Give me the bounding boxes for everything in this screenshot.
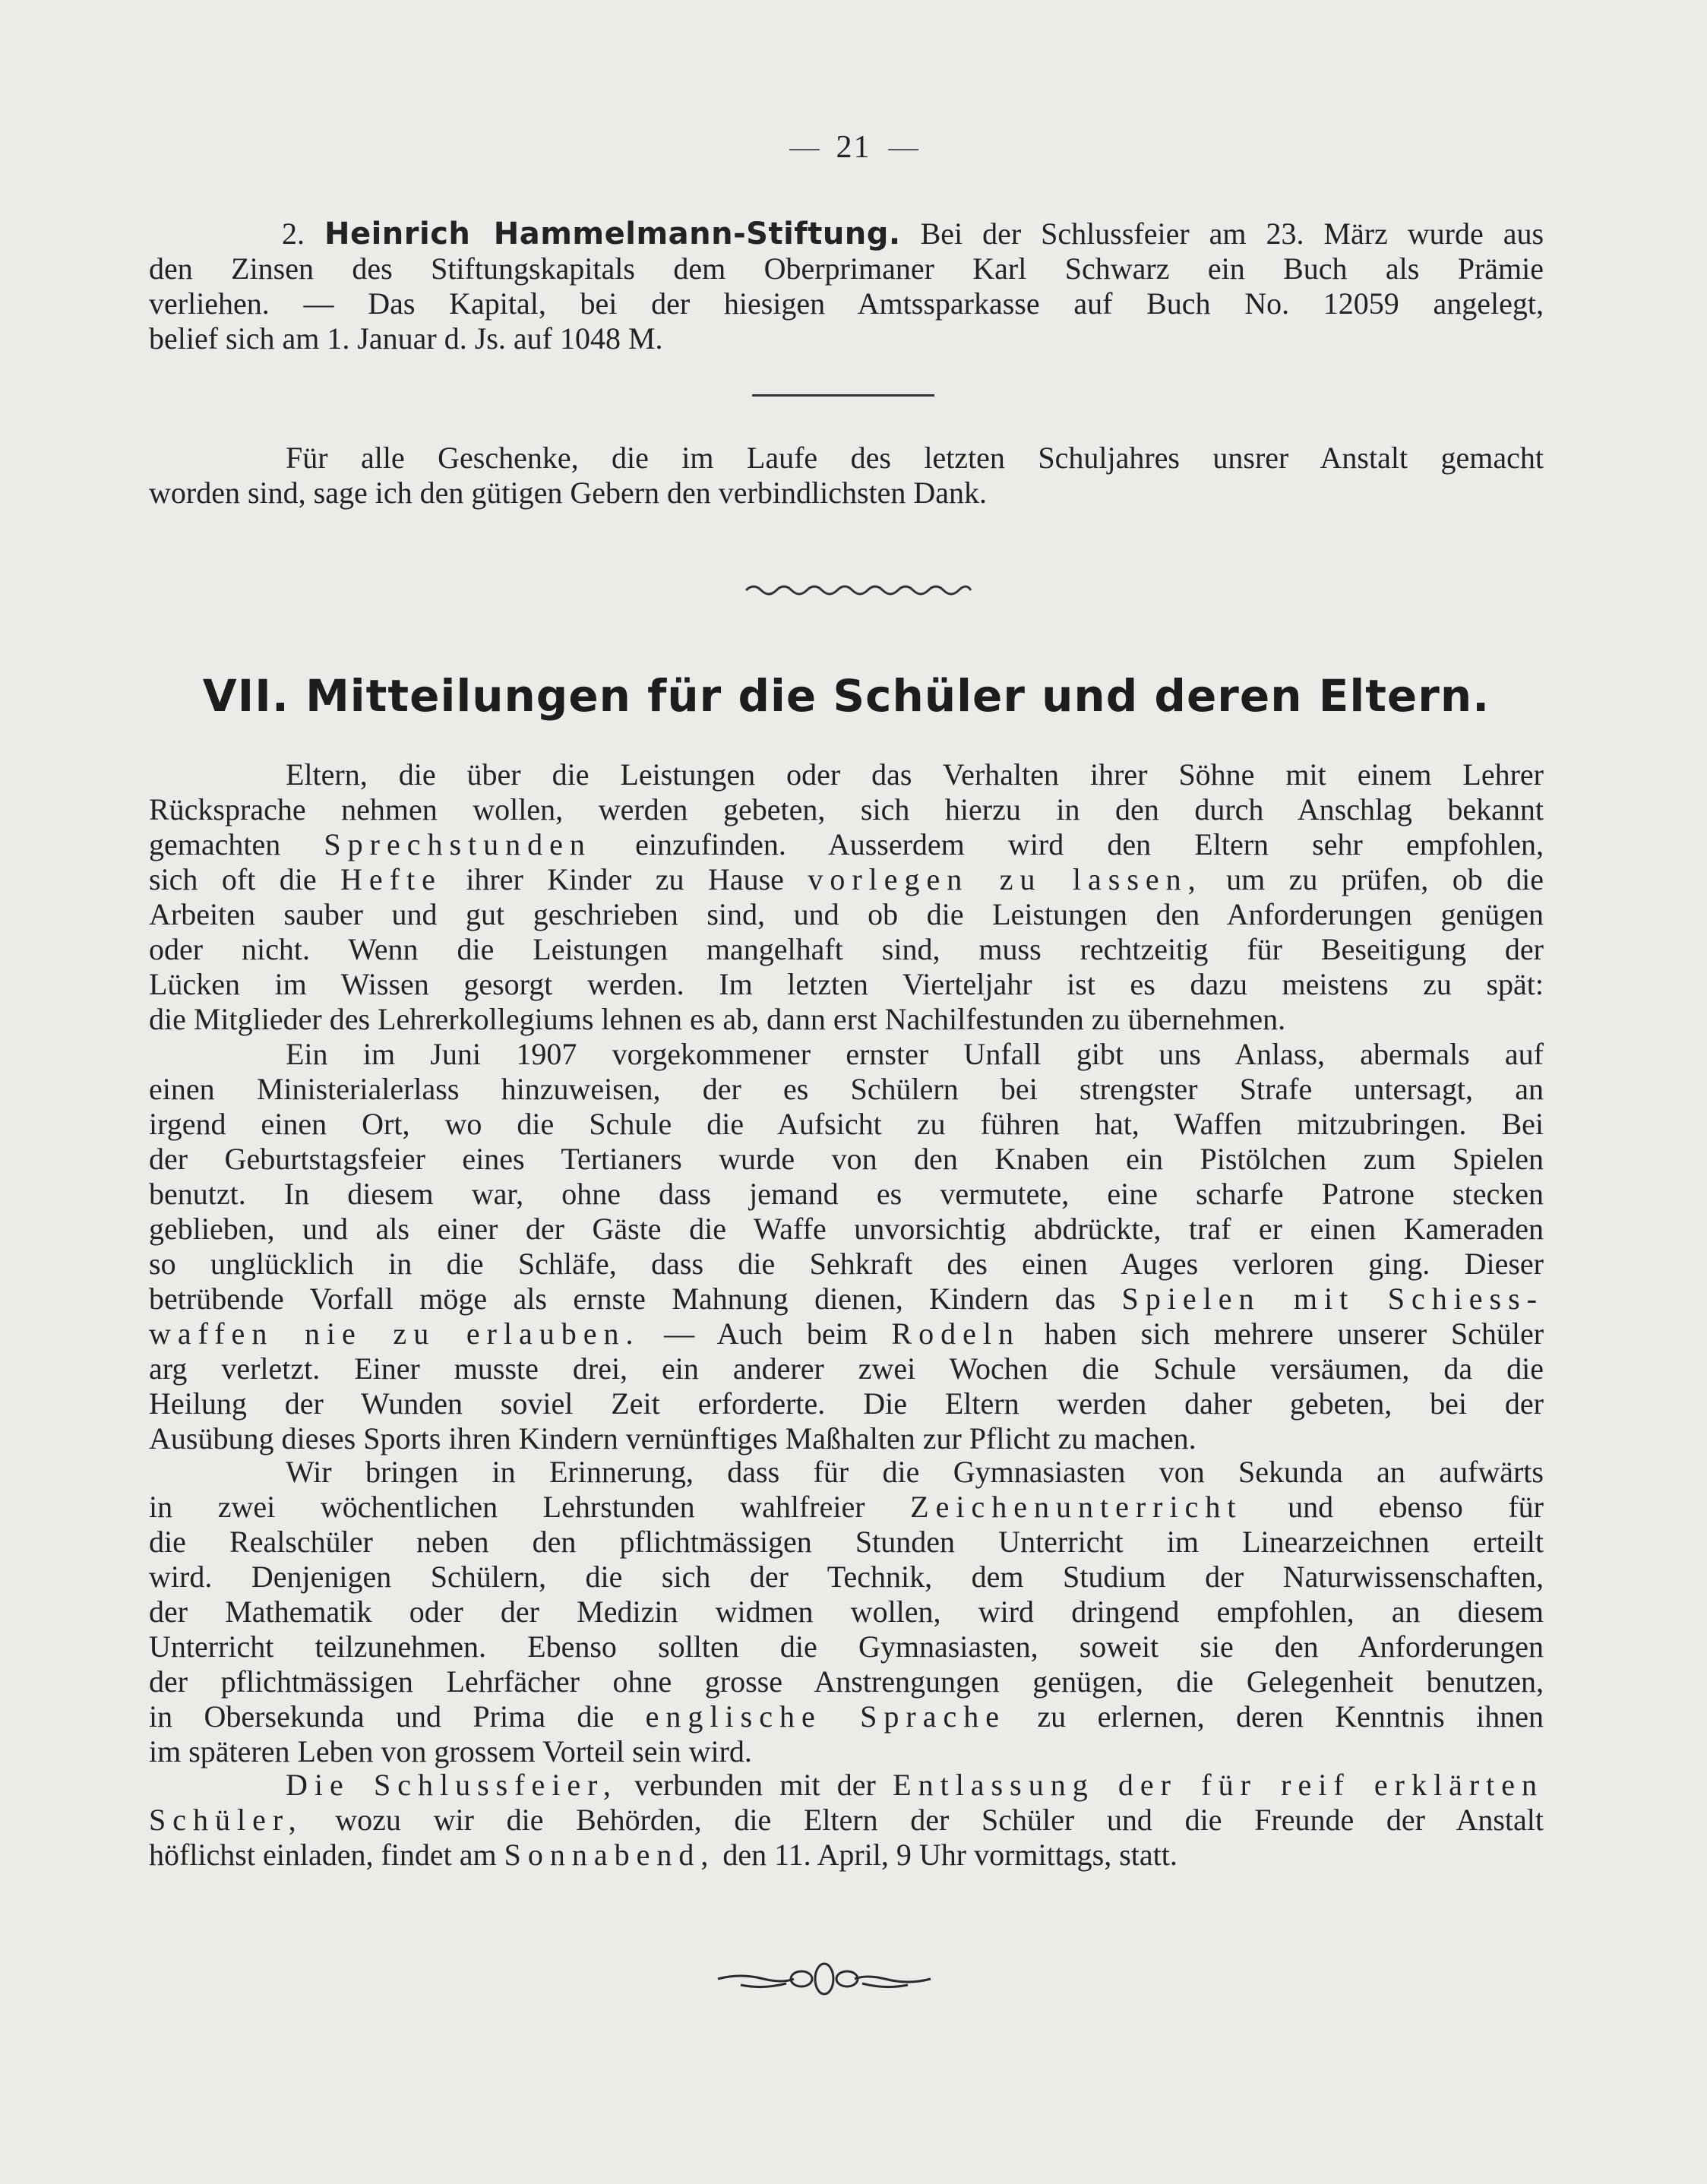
p2-emph-spielen: Spielen mit Schiess-	[1121, 1282, 1544, 1316]
p3-line-7: der pflichtmässigen Lehrfächer ohne grosse Anstrengungen genügen, die Gelegenheit benutzen,	[149, 1664, 1544, 1699]
p3-line-5: der Mathematik oder der Medizin widmen wollen, wird dringend empfohlen, an diesem	[149, 1595, 1544, 1629]
p3-text: in zwei wöchentlichen Lehrstunden wahlfreier	[149, 1490, 865, 1524]
page-number	[0, 129, 1707, 166]
p4-text: höflichst einladen, findet am	[149, 1838, 497, 1872]
p2-text: — Auch beim	[664, 1316, 868, 1351]
p3-text: zu erlernen, deren Kenntnis ihnen	[1037, 1699, 1544, 1734]
p2-line-4: der Geburtstagsfeier eines Tertianers wurde von den Knaben ein Pistölchen zum Spielen	[149, 1142, 1544, 1176]
thanks-line-1: Für alle Geschenke, die im Laufe des letzten Schuljahres unsrer Anstalt gemacht	[286, 441, 1544, 475]
p3-line-3: die Realschüler neben den pflichtmässigen Stunden Unterricht im Linearzeichnen erteilt	[149, 1525, 1544, 1559]
closing-ornament	[710, 1956, 938, 2002]
stiftung-title: Heinrich Hammelmann-Stiftung.	[324, 217, 901, 251]
p2-emph-erlauben: waffen nie zu erlauben.	[149, 1316, 640, 1351]
p3-text: in Obersekunda und Prima die	[149, 1699, 615, 1734]
p2-line-3: irgend einen Ort, wo die Schule die Aufsicht zu führen hat, Waffen mitzubringen. Bei	[149, 1107, 1544, 1141]
p3-text: und ebenso für	[1288, 1490, 1544, 1524]
p2-line-12: Ausübung dieses Sports ihren Kindern vernünftiges Maßhalten zur Pflicht zu machen.	[149, 1421, 1196, 1455]
p1-line-1: Eltern, die über die Leistungen oder das Verhalten ihrer Söhne mit einem Lehrer	[286, 757, 1544, 792]
page-number-text: 21	[836, 130, 871, 165]
section-heading: VII. Mitteilungen für die Schüler und deren Eltern.	[202, 670, 1490, 722]
p2-line-7: so unglücklich in die Schläfe, dass die Sehkraft des einen Auges verloren ging. Dieser	[149, 1247, 1544, 1281]
paragraph-sprechstunden	[149, 757, 1544, 1037]
p2-line-2: einen Ministerialerlass hinzuweisen, der es Schülern bei strengster Strafe untersagt, an	[149, 1072, 1544, 1106]
thanks-paragraph	[149, 441, 1544, 510]
p4-line-3	[149, 1838, 1544, 1873]
stiftung-line-3: verliehen. — Das Kapital, bei der hiesigen Amtssparkasse auf Buch No. 12059 angelegt,	[149, 286, 1544, 321]
stiftung-text-1: Bei der Schlussfeier am 23. März wurde aus	[920, 217, 1544, 251]
p1-emph-sprechstunden: Sprechstunden	[324, 827, 592, 861]
p4-line-1	[149, 1768, 1544, 1803]
p1-emph-hefte: Hefte	[340, 862, 442, 896]
p2-line-6: geblieben, und als einer der Gäste die Waffe unvorsichtig abdrückte, traf er einen Kameraden	[149, 1212, 1544, 1246]
thanks-line-2: worden sind, sage ich den gütigen Gebern den verbindlichsten Dank.	[149, 476, 988, 510]
p4-text: verbunden mit der	[634, 1768, 876, 1802]
p4-emph-schueler: Schüler,	[149, 1803, 303, 1837]
p2-emph-rodeln: Rodeln	[891, 1316, 1021, 1351]
p1-line-4	[149, 862, 1544, 897]
stiftung-line-2: den Zinsen des Stiftungskapitals dem Oberprimaner Karl Schwarz ein Buch als Prämie	[149, 251, 1544, 286]
p3-line-6: Unterricht teilzunehmen. Ebenso sollten die Gymnasiasten, soweit sie den Anforderungen	[149, 1629, 1544, 1664]
p4-line-2	[149, 1803, 1544, 1838]
p1-text: um zu prüfen, ob die	[1226, 862, 1544, 896]
stiftung-line-4: belief sich am 1. Januar d. Js. auf 1048 M.	[149, 321, 663, 356]
p1-emph-vorlegen: vorlegen zu lassen,	[808, 862, 1203, 896]
p4-emph-entlassung: Entlassung der für reif erklärten	[893, 1768, 1544, 1802]
p1-line-3	[149, 827, 1544, 862]
p3-line-8	[149, 1699, 1544, 1734]
page-number-dash-right	[888, 149, 918, 150]
p2-line-10: arg verletzt. Einer musste drei, ein anderer zwei Wochen die Schule versäumen, da die	[149, 1351, 1544, 1386]
p4-emph-schlussfeier: Die Schlussfeier,	[286, 1768, 618, 1802]
p2-line-1: Ein im Juni 1907 vorgekommener ernster Unfall gibt uns Anlass, abermals auf	[286, 1037, 1544, 1071]
stiftung-number: 2.	[282, 217, 305, 251]
p3-line-1: Wir bringen in Erinnerung, dass für die Gymnasiasten von Sekunda an aufwärts	[286, 1455, 1544, 1489]
page-number-dash-left	[789, 149, 820, 150]
paragraph-schlussfeier	[149, 1768, 1544, 1873]
p3-line-2	[149, 1490, 1544, 1525]
p1-line-5: Arbeiten sauber und gut geschrieben sind, und ob die Leistungen den Anforderungen genügen	[149, 897, 1544, 931]
paragraph-unfall	[149, 1037, 1544, 1456]
p1-text: ihrer Kinder zu Hause	[466, 862, 784, 896]
p2-line-5: benutzt. In diesem war, ohne dass jemand es vermutete, eine scharfe Patrone stecken	[149, 1177, 1544, 1211]
p4-text: wozu wir die Behörden, die Eltern der Schüler und die Freunde der Anstalt	[335, 1803, 1544, 1837]
wave-ornament	[744, 581, 972, 599]
p1-line-2: Rücksprache nehmen wollen, werden gebeten, sich hierzu in den durch Anschlag bekannt	[149, 792, 1544, 827]
p1-text: sich oft die	[149, 862, 317, 896]
p3-line-9: im späteren Leben von grossem Vorteil sein wird.	[149, 1734, 752, 1768]
paragraph-zeichenunterricht	[149, 1455, 1544, 1769]
separator-rule	[752, 394, 934, 397]
p2-line-11: Heilung der Wunden soviel Zeit erforderte. Die Eltern werden daher gebeten, bei der	[149, 1386, 1544, 1421]
p1-line-6: oder nicht. Wenn die Leistungen mangelhaft sind, muss rechtzeitig für Beseitigung der	[149, 932, 1544, 966]
p2-text: haben sich mehrere unserer Schüler	[1044, 1316, 1544, 1351]
stiftung-paragraph	[149, 217, 1544, 356]
p3-emph-zeichenunterricht: Zeichenunterricht	[910, 1490, 1243, 1524]
p1-text: gemachten	[149, 827, 281, 861]
p4-emph-sonnabend: Sonnabend,	[504, 1838, 716, 1872]
p1-text: einzufinden. Ausserdem wird den Eltern sehr empfohlen,	[635, 827, 1544, 861]
stiftung-line-1	[149, 217, 1544, 251]
p2-text: betrübende Vorfall möge als ernste Mahnung dienen, Kindern das	[149, 1282, 1096, 1316]
p3-emph-englische-sprache: englische Sprache	[645, 1699, 1006, 1734]
p4-text: den 11. April, 9 Uhr vormittags, statt.	[722, 1838, 1178, 1872]
p2-line-9	[149, 1316, 1544, 1351]
p1-line-7: Lücken im Wissen gesorgt werden. Im letzten Vierteljahr ist es dazu meistens zu spät:	[149, 967, 1544, 1001]
p1-line-8: die Mitglieder des Lehrerkollegiums lehnen es ab, dann erst Nachilfestunden zu übernehmen.	[149, 1002, 1286, 1036]
p2-line-8	[149, 1282, 1544, 1316]
p3-line-4: wird. Denjenigen Schülern, die sich der Technik, dem Studium der Naturwissenschaften,	[149, 1560, 1544, 1594]
